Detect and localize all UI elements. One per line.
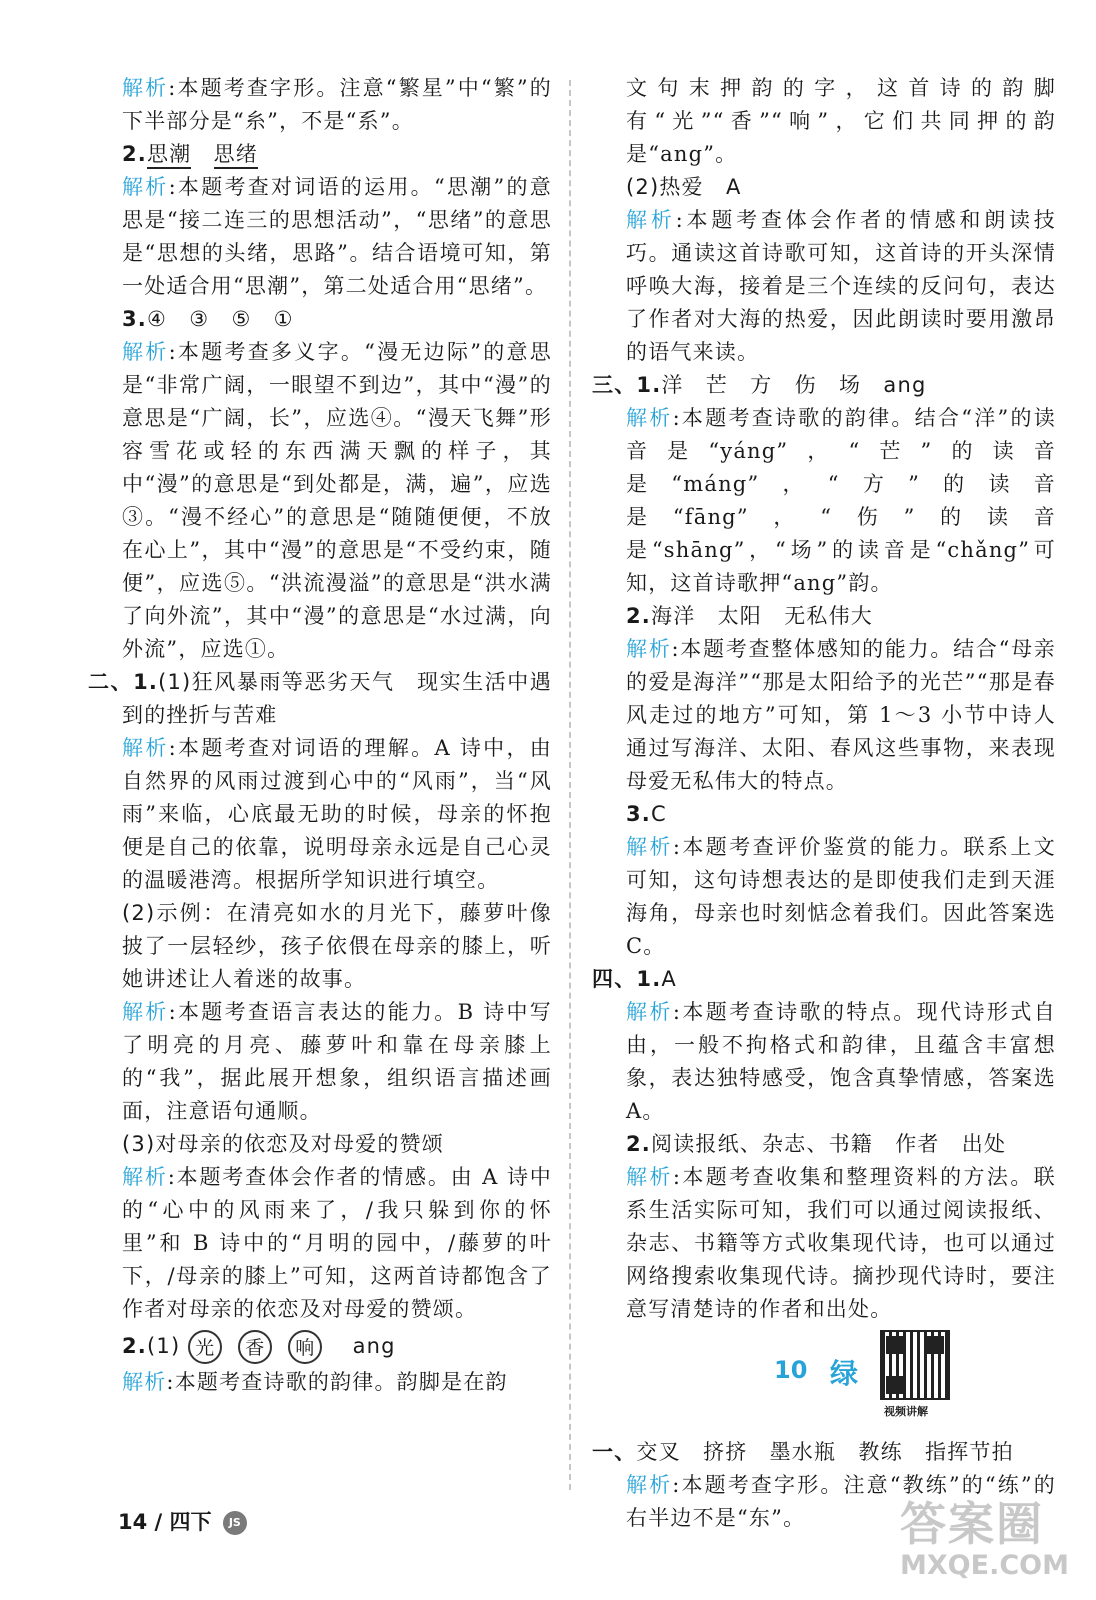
answer-s3q2 (626, 600, 1056, 633)
analysis-text: 本题考查诗歌的韵律。韵脚是在韵 (174, 1370, 508, 1394)
grade-label: 四下 (169, 1510, 212, 1534)
question-number: 1. (636, 373, 662, 397)
answer-text: 海洋 太阳 无私伟大 (651, 604, 873, 628)
analysis-tag: 解析 (626, 1000, 673, 1024)
analysis: 解析:本题考查体会作者的情感。由 A 诗中的“心中的风雨来了，/我只躲到你的怀里”和 B 诗中的“月明的园中，/藤萝的叶下，/母亲的膝上”可知，这两首诗都饱含了作者对母亲的依恋及对母爱的赞颂。 (122, 1165, 552, 1321)
analysis-text: 本题考查整体感知的能力。结合“母亲的爱是海洋”“那是太阳给予的光芒”“那是春风走过的地方”可知，第 1～3 小节中诗人通过写海洋、太阳、春风这些事物，来表现母爱无私伟大的特点。 (626, 637, 1057, 793)
answer-s2q2 (122, 1326, 552, 1366)
analysis-tag: 解析 (626, 637, 672, 661)
answer-s2q1 (88, 666, 552, 732)
analysis-tag: 解析 (626, 835, 673, 859)
answer-s3q1 (592, 369, 1056, 402)
answer-s4q1 (592, 963, 1056, 996)
analysis-text: 本题考查语言表达的能力。B 诗中写了明亮的月亮、藤萝叶和靠在母亲膝上的“我”，据此展开想象，组织语言描述画面，注意语句通顺。 (122, 1000, 552, 1123)
question-number: 2. (626, 1132, 651, 1156)
circled-char: 响 (288, 1330, 322, 1364)
question-number: 3. (122, 307, 147, 331)
analysis-text: 本题考查体会作者的情感和朗读技巧。通读这首诗歌可知，这首诗的开头深情呼唤大海，接着是三个连续的反问句，表达了作者对大海的热爱，因此朗读时要用激昂的语气来读。 (626, 208, 1057, 364)
answer-s4q2 (626, 1128, 1056, 1161)
analysis-tag: 解析 (626, 208, 676, 232)
analysis-text: 本题考查诗歌的韵律。结合“洋”的读音是“yáng”，“芒”的读音是“máng”，“方”的读音是“fāng”，“伤”的读音是“shāng”，“场”的读音是“chǎng”可知，这首诗歌押“ang”韵。 (626, 406, 1057, 595)
analysis: 解析:本题考查整体感知的能力。结合“母亲的爱是海洋”“那是太阳给予的光芒”“那是春风走过的地方”可知，第 1～3 小节中诗人通过写海洋、太阳、春风这些事物，来表现母爱无私伟大的特点。 (626, 637, 1057, 793)
answer-text: (2)示例：在清亮如水的月光下，藤萝叶像披了一层轻纱，孩子依偎在母亲的膝上，听她讲述让人着迷的故事。 (122, 901, 552, 991)
analysis: 解析:本题考查字形。注意“繁星”中“繁”的下半部分是“糸”，不是“系”。 (122, 76, 552, 133)
answer-text: 交叉 挤挤 墨水瓶 教练 指挥节拍 (636, 1440, 1014, 1464)
watermark-logo: 答案圈 (900, 1497, 1044, 1551)
circled-char: 光 (188, 1330, 222, 1364)
analysis-tag: 解析 (122, 175, 169, 199)
analysis-continued: 文句末押韵的字，这首诗的韵脚有“光”“香”“响”，它们共同押的韵是“ang”。 (626, 76, 1056, 166)
question-number: 2. (122, 1334, 147, 1358)
analysis-tag: 解析 (626, 1165, 673, 1189)
analysis: 解析:本题考查多义字。“漫无边际”的意思是“非常广阔，一眼望不到边”，其中“漫”的意思是“广阔，长”，应选④。“漫天飞舞”形容雪花或轻的东西满天飘的样子，其中“漫”的意思是“到处都是，满，遍”，应选③。“漫不经心”的意思是“随随便便，不放在心上”，其中“漫”的意思是“不受约束，随便”，应选⑤。“洪流漫溢”的意思是“洪水满了向外流”，其中“漫”的意思是“水过满，向外流”，应选①。 (122, 340, 553, 661)
answer-word: 思潮 (147, 142, 191, 169)
answer-text: (2)热爱 A (626, 175, 742, 199)
analysis-text: 本题考查对词语的运用。“思潮”的意思是“接二连三的思想活动”，“思绪”的意思是“思想的头绪，思路”。结合语境可知，第一处适合用“思潮”，第二处适合用“思绪”。 (122, 175, 553, 298)
question-number: 3. (626, 802, 651, 826)
watermark (900, 1488, 1080, 1592)
page-number: 14 (118, 1510, 148, 1534)
analysis-tag: 解析 (122, 340, 169, 364)
analysis-tag: 解析 (122, 76, 169, 100)
answer-word: 思绪 (214, 142, 258, 169)
analysis-tag: 解析 (122, 1370, 167, 1394)
analysis-tag: 解析 (122, 1165, 168, 1189)
answer-text: (1)狂风暴雨等恶劣天气 现实生活中遇到的挫折与苦难 (122, 670, 552, 727)
analysis-text: 本题考查评价鉴赏的能力。联系上文可知，这句诗想表达的是即使我们走到天涯海角，母亲也时刻惦念着我们。因此答案选 C。 (626, 835, 1056, 958)
answer-prefix: (1) (147, 1334, 181, 1358)
footer-separator: / (154, 1510, 163, 1534)
chapter-title: 绿 (830, 1357, 859, 1390)
answer-text: C (651, 802, 667, 826)
qr-label: 视频讲解 (884, 1405, 928, 1418)
analysis-tag: 解析 (122, 1000, 169, 1024)
answer-text: (3)对母亲的依恋及对母爱的赞颂 (122, 1132, 444, 1156)
analysis-text: 本题考查收集和整理资料的方法。联系生活实际可知，我们可以通过阅读报纸、杂志、书籍等方式收集现代诗，也可以通过网络搜索收集现代诗。摘抄现代诗时，要注意写清楚诗的作者和出处。 (626, 1165, 1056, 1321)
analysis-text: 本题考查多义字。“漫无边际”的意思是“非常广阔，一眼望不到边”，其中“漫”的意思是“广阔，长”，应选④。“漫天飞舞”形容雪花或轻的东西满天飘的样子，其中“漫”的意思是“到处都是，满，遍”，应选③。“漫不经心”的意思是“随随便便，不放在心上”，其中“漫”的意思是“不受约束，随便”，应选⑤。“洪流漫溢”的意思是“洪水满了向外流”，其中“漫”的意思是“水过满，向外流”，应选①。 (122, 340, 553, 661)
analysis-text: 本题考查体会作者的情感。由 A 诗中的“心中的风雨来了，/我只躲到你的怀里”和 B 诗中的“月明的园中，/藤萝的叶下，/母亲的膝上”可知，这两首诗都饱含了作者对母亲的依恋及对母爱的赞颂。 (122, 1165, 552, 1321)
circled-char: 香 (238, 1330, 272, 1364)
analysis: 解析:本题考查诗歌的特点。现代诗形式自由，一般不拘格式和韵律，且蕴含丰富想象，表达独特感受，饱含真挚情感，答案选 A。 (626, 1000, 1056, 1123)
right-column (592, 72, 1057, 1535)
analysis-text: 本题考查对词语的理解。A 诗中，由自然界的风雨过渡到心中的“风雨”，当“风雨”来临，心底最无助的时候，母亲的怀抱便是自己的依靠，说明母亲永远是自己心灵的温暖港湾。根据所学知识进行填空。 (122, 736, 552, 892)
column-divider (569, 80, 571, 1490)
analysis: 解析:本题考查收集和整理资料的方法。联系生活实际可知，我们可以通过阅读报纸、杂志、书籍等方式收集现代诗，也可以通过网络搜索收集现代诗。摘抄现代诗时，要注意写清楚诗的作者和出处。 (626, 1165, 1056, 1321)
answer-text: 洋 芒 方 伤 场 ang (661, 373, 927, 397)
section-number: 一、 (592, 1440, 637, 1464)
answer-s3q3 (626, 798, 1056, 831)
analysis: 解析:本题考查评价鉴赏的能力。联系上文可知，这句诗想表达的是即使我们走到天涯海角，母亲也时刻惦念着我们。因此答案选 C。 (626, 835, 1056, 958)
section-number: 四、 (592, 967, 637, 991)
chapter-heading (626, 1330, 1056, 1426)
analysis-text: 本题考查诗歌的特点。现代诗形式自由，一般不拘格式和韵律，且蕴含丰富想象，表达独特感受，饱含真挚情感，答案选 A。 (626, 1000, 1056, 1123)
answer-text: 阅读报纸、杂志、书籍 作者 出处 (651, 1132, 1007, 1156)
analysis: 解析:本题考查对词语的理解。A 诗中，由自然界的风雨过渡到心中的“风雨”，当“风雨”来临，心底最无助的时候，母亲的怀抱便是自己的依靠，说明母亲永远是自己心灵的温暖港湾。根据所学知识进行填空。 (122, 736, 552, 892)
question-number: 1. (133, 670, 159, 694)
analysis-text: 本题考查字形。注意“繁星”中“繁”的下半部分是“糸”，不是“系”。 (122, 76, 552, 133)
answer-q2 (122, 138, 552, 171)
question-number: 1. (636, 967, 662, 991)
analysis-text: 本题考查字形。注意“教练”的“练”的右半边不是“东”。 (626, 1473, 1056, 1530)
qr-code-icon[interactable] (880, 1330, 950, 1400)
page-footer (118, 1506, 247, 1536)
section-number: 二、 (88, 670, 134, 694)
question-number: 2. (626, 604, 651, 628)
analysis-tag: 解析 (122, 736, 169, 760)
edition-badge-icon: JS (223, 1511, 247, 1535)
analysis: 解析:本题考查对词语的运用。“思潮”的意思是“接二连三的思想活动”，“思绪”的意思是“思想的头绪，思路”。结合语境可知，第一处适合用“思潮”，第二处适合用“思绪”。 (122, 175, 553, 298)
chapter-number: 10 (774, 1356, 808, 1384)
analysis-tag: 解析 (626, 406, 673, 430)
question-number: 2. (122, 142, 147, 166)
rhyme-text: ang (352, 1334, 396, 1358)
answer-q3 (122, 303, 552, 336)
answer-text: A (661, 967, 677, 991)
analysis-tag: 解析 (626, 1473, 673, 1497)
analysis: 解析:本题考查诗歌的韵律。韵脚是在韵 (122, 1370, 508, 1394)
analysis: 解析:本题考查字形。注意“教练”的“练”的右半边不是“东”。 (626, 1473, 1056, 1530)
watermark-url: MXQE.COM (900, 1550, 1069, 1581)
analysis: 解析:本题考查体会作者的情感和朗读技巧。通读这首诗歌可知，这首诗的开头深情呼唤大海，接着是三个连续的反问句，表达了作者对大海的热爱，因此朗读时要用激昂的语气来读。 (626, 208, 1057, 364)
left-column (88, 72, 553, 1399)
answer-s1 (592, 1436, 1056, 1469)
analysis: 解析:本题考查语言表达的能力。B 诗中写了明亮的月亮、藤萝叶和靠在母亲膝上的“我”，据此展开想象，组织语言描述画面，注意语句通顺。 (122, 1000, 552, 1123)
answer-text: ④ ③ ⑤ ① (147, 307, 294, 331)
section-number: 三、 (592, 373, 637, 397)
analysis: 解析:本题考查诗歌的韵律。结合“洋”的读音是“yáng”，“芒”的读音是“máng”，“方”的读音是“fāng”，“伤”的读音是“shāng”，“场”的读音是“chǎng”可知，这首诗歌押“ang”韵。 (626, 406, 1057, 595)
